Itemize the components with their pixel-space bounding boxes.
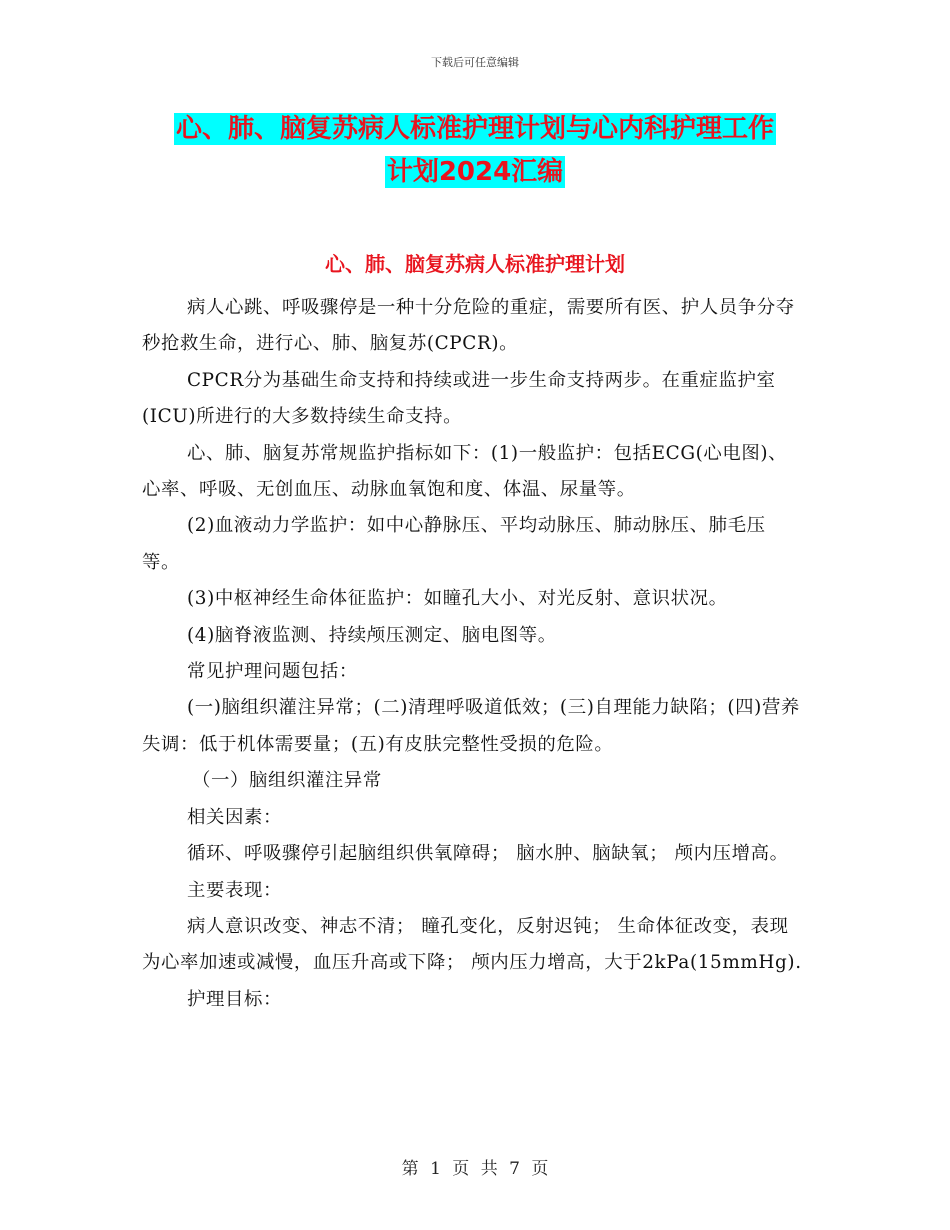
- page-footer-number: 第 1 页 共 7 页: [401, 1159, 549, 1179]
- document-title-line-1: [0, 110, 950, 148]
- paragraph: (3)中枢神经生命体征监护：如瞳孔大小、对光反射、意识状况。: [187, 588, 728, 610]
- paragraph: (2)血液动力学监护：如中心静脉压、平均动脉压、肺动脉压、肺毛压等。: [142, 515, 766, 573]
- subheading: （一）脑组织灌注异常: [192, 770, 382, 792]
- paragraph: 主要表现：: [187, 879, 282, 901]
- page-header-note: 下载后可任意编辑: [431, 56, 519, 69]
- paragraph: 病人意识改变、神志不清； 瞳孔变化，反射迟钝； 生命体征改变，表现为心率加速或减慢，血压升高或下降； 颅内压力增高，大于2kPa(15mmHg).: [142, 915, 802, 974]
- document-title-text-1: 心、肺、脑复苏病人标准护理计划与心内科护理工作: [175, 114, 774, 144]
- document-title-text-2: 计划2024汇编: [386, 157, 564, 187]
- document-body: [142, 290, 802, 1018]
- paragraph: CPCR分为基础生命支持和持续或进一步生命支持两步。在重症监护室(ICU)所进行的大多数持续生命支持。: [142, 369, 776, 428]
- document-title-line-2: [0, 153, 950, 191]
- section-title: 心、肺、脑复苏病人标准护理计划: [325, 252, 625, 276]
- paragraph: 心、肺、脑复苏常规监护指标如下：(1)一般监护：包括ECG(心电图)、心率、呼吸、无创血压、动脉血氧饱和度、体温、尿量等。: [142, 442, 788, 501]
- paragraph: (4)脑脊液监测、持续颅压测定、脑电图等。: [187, 624, 557, 646]
- paragraph: 相关因素：: [187, 806, 282, 828]
- paragraph: (一)脑组织灌注异常；(二)清理呼吸道低效；(三)自理能力缺陷；(四)营养失调：低于机体需要量；(五)有皮肤完整性受损的危险。: [142, 697, 800, 755]
- paragraph: 病人心跳、呼吸骤停是一种十分危险的重症，需要所有医、护人员争分夺秒抢救生命，进行心、肺、脑复苏(CPCR)。: [142, 297, 795, 355]
- paragraph: 护理目标：: [187, 988, 282, 1010]
- paragraph: 常见护理问题包括：: [187, 661, 358, 683]
- paragraph: 循环、呼吸骤停引起脑组织供氧障碍； 脑水肿、脑缺氧； 颅内压增高。: [187, 843, 789, 865]
